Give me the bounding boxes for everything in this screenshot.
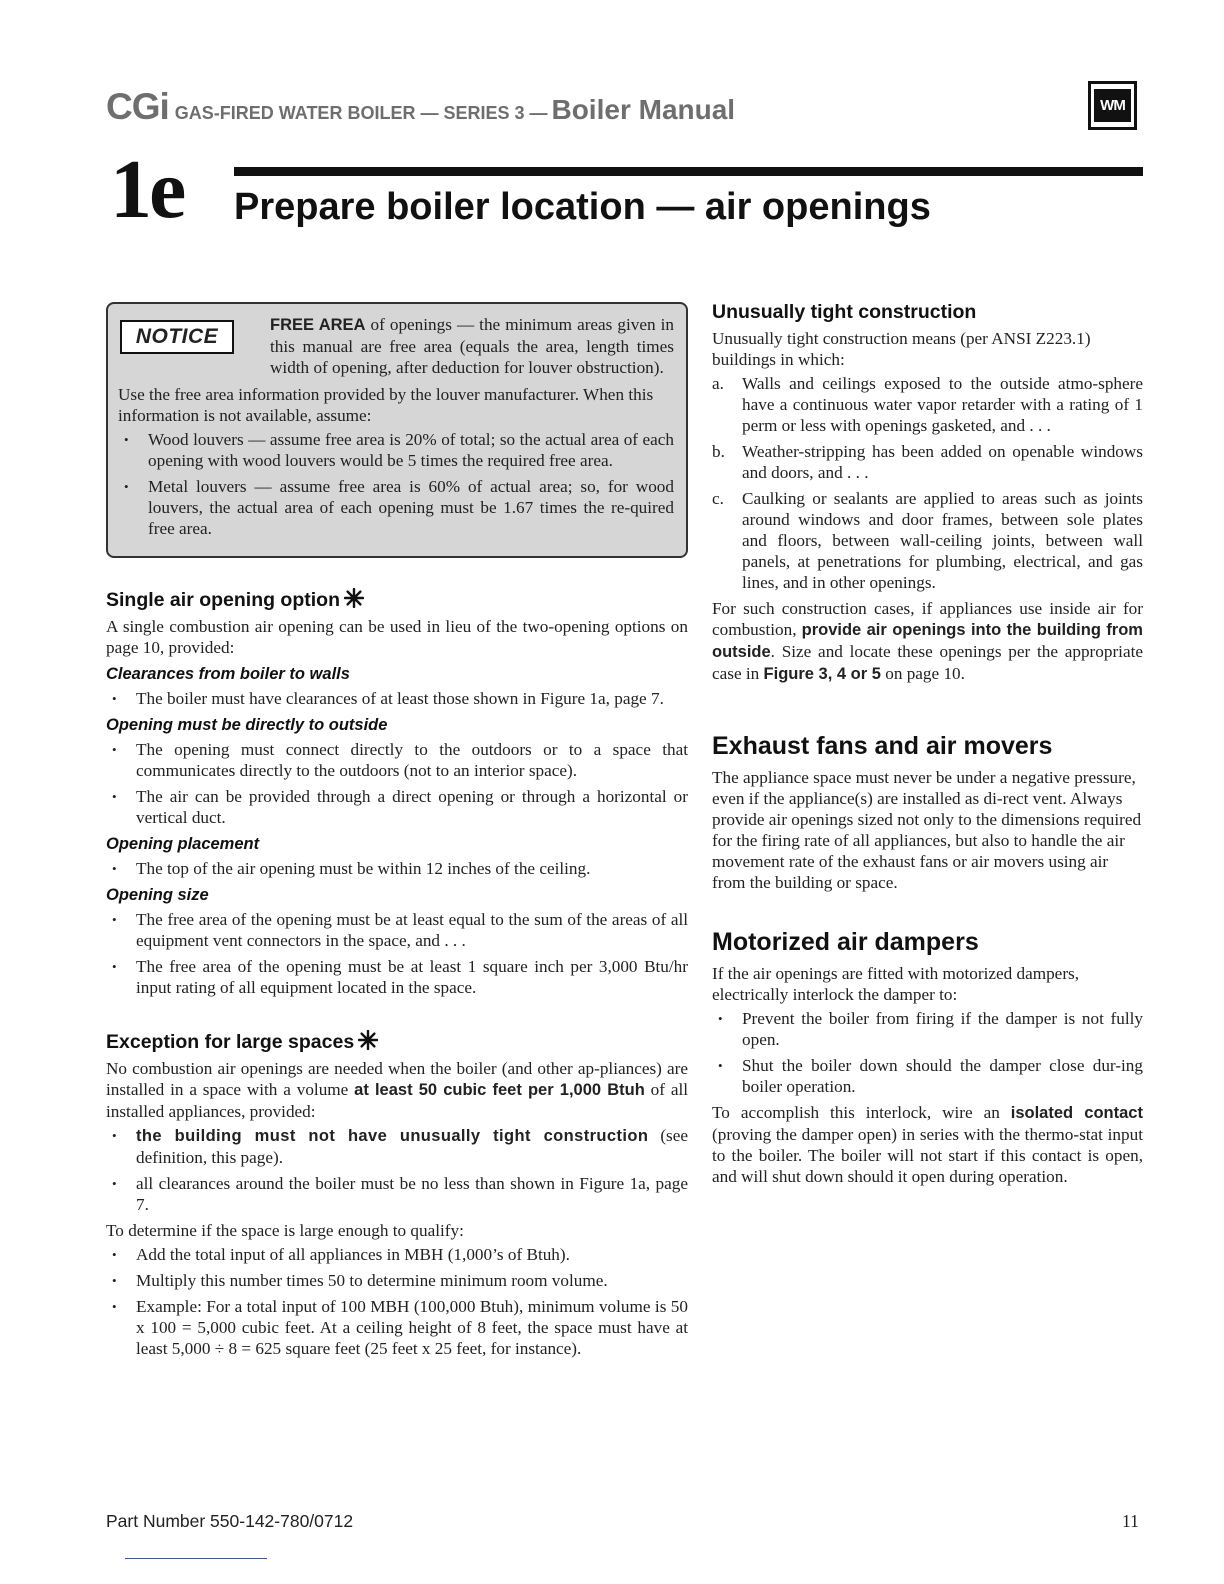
logo-text: WM bbox=[1094, 89, 1131, 122]
list-item: b. Weather-stripping has been added on openable windows and doors, and . . . bbox=[712, 442, 1143, 482]
weil-mclain-logo bbox=[1088, 81, 1137, 130]
tight-construction-outro: For such construction cases, if appliances use inside air for combustion, provide air openings into the building from outside. Size and locate these openings per the appropriate case in Figure 3, 4 or 5 on page 10. bbox=[712, 599, 1143, 683]
page-number: 11 bbox=[1122, 1511, 1139, 1531]
single-opening-intro: A single combustion air opening can be used in lieu of the two-opening options on page 10, provided: bbox=[106, 617, 688, 657]
left-column bbox=[106, 302, 688, 1364]
list-item: • Wood louvers — assume free area is 20% of total; so the actual area of each opening with wood louvers would be 5 times the required free area. bbox=[118, 429, 674, 471]
right-column bbox=[712, 300, 1143, 1187]
notice-free-area-text: FREE AREA of openings — the minimum areas given in this manual are free area (equals the area, length times width of opening, after deduction for louver obstruction). bbox=[270, 315, 674, 377]
notice-bullets bbox=[118, 429, 674, 539]
notice-label: NOTICE bbox=[120, 320, 234, 354]
notice-free-area-term: FREE AREA bbox=[270, 316, 366, 334]
list-item: • Multiply this number times 50 to determine minimum room volume. bbox=[106, 1270, 688, 1291]
brand-name: CGi bbox=[106, 86, 169, 127]
section-number: 1e bbox=[110, 143, 184, 236]
list-item: a. Walls and ceilings exposed to the outside atmo-sphere have a continuous water vapor retarder with a rating of 1 perm or less with openings gasketed, and . . . bbox=[712, 374, 1143, 435]
outside-heading: Opening must be directly to outside bbox=[106, 716, 388, 734]
dampers-heading: Motorized air dampers bbox=[712, 928, 979, 956]
notice-box bbox=[106, 302, 688, 558]
list-item: • The opening must connect directly to the outdoors or to a space that communicates directly to the outdoors (not to an interior space). bbox=[106, 739, 688, 781]
list-item: • The air can be provided through a direct opening or through a horizontal or vertical duct. bbox=[106, 786, 688, 828]
header-subtitle: GAS-FIRED WATER BOILER — SERIES 3 — bbox=[174, 103, 548, 123]
list-item: • The top of the air opening must be within 12 inches of the ceiling. bbox=[106, 858, 688, 879]
header-manual-title: Boiler Manual bbox=[551, 94, 736, 125]
exhaust-text: The appliance space must never be under a negative pressure, even if the appliance(s) are installed as di-rect vent. Always provide air openings sized not only to the dimensions required for the firing rate of all appliances, but also to handle the air movement rate of the exhaust fans or air movers using air from the building or space. bbox=[712, 768, 1142, 892]
notice-paragraph: Use the free area information provided by the louver manufacturer. When this information is not available, assume: bbox=[118, 385, 654, 425]
asterisk-star-icon bbox=[344, 588, 364, 608]
placement-heading: Opening placement bbox=[106, 835, 260, 853]
asterisk-star-icon bbox=[358, 1030, 378, 1050]
dampers-intro: If the air openings are fitted with motorized dampers, electrically interlock the damper to: bbox=[712, 964, 1080, 1004]
tight-construction-heading: Unusually tight construction bbox=[712, 301, 977, 323]
size-heading: Opening size bbox=[106, 886, 209, 904]
list-item: • The boiler must have clearances of at least those shown in Figure 1a, page 7. bbox=[106, 688, 688, 709]
list-item: c. Caulking or sealants are applied to areas such as joints around windows and door frames, between sole plates and floors, between wall-ceiling joints, between wall panels, at penetrations for plumbing, electrical, and gas lines, and in other openings. bbox=[712, 489, 1143, 592]
page-title: Prepare boiler location — air openings bbox=[234, 186, 931, 228]
list-item: • the building must not have unusually tight construction (see definition, this page). bbox=[106, 1125, 688, 1168]
list-item: • The free area of the opening must be at least 1 square inch per 3,000 Btu/hr input rating of all equipment located in the space. bbox=[106, 956, 688, 998]
list-item: • Prevent the boiler from firing if the damper is not fully open. bbox=[712, 1008, 1143, 1050]
determine-text: To determine if the space is large enough to qualify: bbox=[106, 1221, 464, 1240]
exhaust-heading: Exhaust fans and air movers bbox=[712, 732, 1053, 760]
footer-divider bbox=[125, 1558, 267, 1559]
tight-construction-intro: Unusually tight construction means (per ANSI Z223.1) buildings in which: bbox=[712, 329, 1091, 369]
part-number: Part Number 550-142-780/0712 bbox=[106, 1511, 354, 1531]
list-item: • The free area of the opening must be at least equal to the sum of the areas of all equipment vent connectors in the space, and . . . bbox=[106, 909, 688, 951]
list-item: • Example: For a total input of 100 MBH (100,000 Btuh), minimum volume is 50 x 100 = 5,000 cubic feet. At a ceiling height of 8 feet, the space must have at least 5,000 ÷ 8 = 625 square feet (25 feet x 25 feet, for instance). bbox=[106, 1296, 688, 1359]
single-opening-heading: Single air opening option bbox=[106, 588, 688, 613]
large-spaces-heading: Exception for large spaces bbox=[106, 1030, 688, 1055]
list-item: • all clearances around the boiler must be no less than shown in Figure 1a, page 7. bbox=[106, 1173, 688, 1215]
title-rule bbox=[234, 167, 1143, 176]
list-item: • Add the total input of all appliances in MBH (1,000’s of Btuh). bbox=[106, 1244, 688, 1265]
tight-construction-list bbox=[712, 373, 1143, 593]
list-item: • Metal louvers — assume free area is 60% of actual area; so, for wood louvers, the actual area of each opening must be 1.67 times the re-quired free area. bbox=[118, 476, 674, 539]
dampers-outro: To accomplish this interlock, wire an isolated contact (proving the damper open) in series with the thermo-stat input to the boiler. The boiler will not start if this contact is open, and will shut down should it open during operation. bbox=[712, 1103, 1143, 1186]
list-item: • Shut the boiler down should the damper close dur-ing boiler operation. bbox=[712, 1055, 1143, 1097]
document-header bbox=[106, 86, 735, 128]
clearances-heading: Clearances from boiler to walls bbox=[106, 665, 350, 683]
large-spaces-intro: No combustion air openings are needed when the boiler (and other ap-pliances) are installed in a space with a volume at least 50 cubic feet per 1,000 Btuh of all installed appliances, provided: bbox=[106, 1059, 688, 1121]
